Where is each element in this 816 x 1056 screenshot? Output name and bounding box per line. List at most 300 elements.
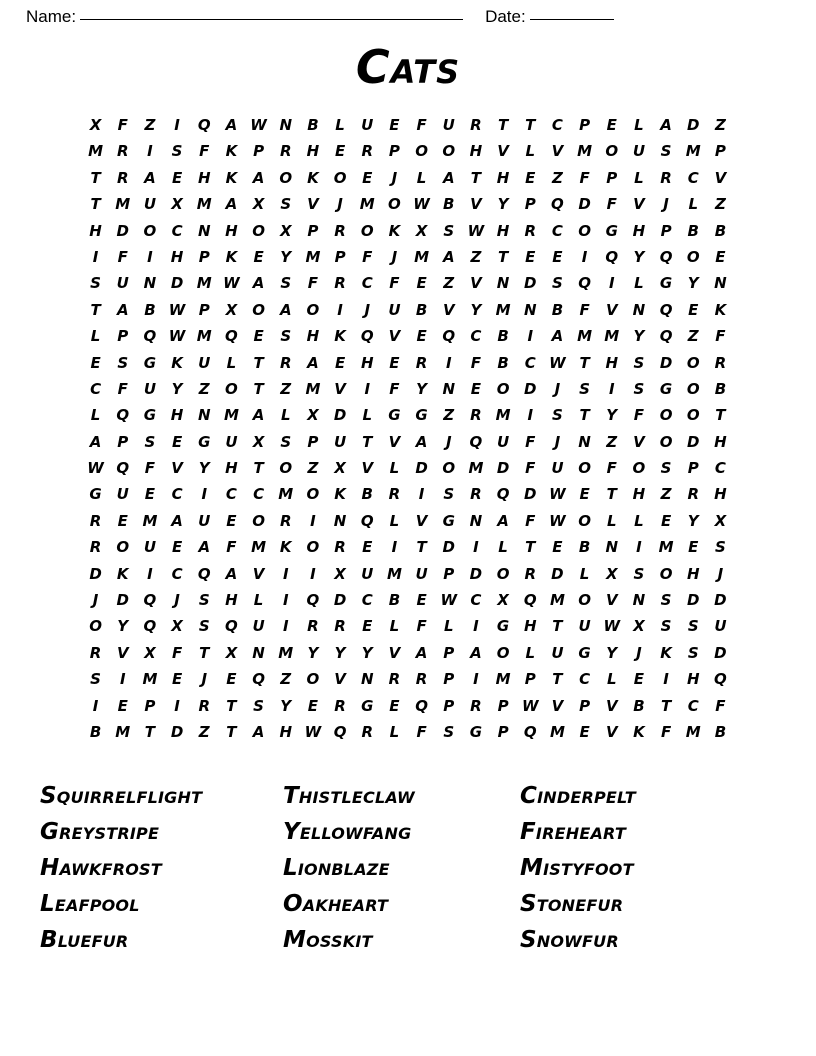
- grid-cell[interactable]: R: [279, 353, 292, 372]
- grid-cell[interactable]: C: [361, 591, 373, 610]
- grid-cell[interactable]: J: [717, 564, 724, 583]
- grid-cell[interactable]: C: [687, 168, 699, 187]
- grid-cell[interactable]: M: [251, 538, 267, 557]
- grid-cell[interactable]: T: [470, 168, 482, 187]
- grid-cell[interactable]: Y: [633, 247, 645, 266]
- grid-cell[interactable]: B: [578, 538, 591, 557]
- grid-cell[interactable]: U: [388, 300, 401, 319]
- grid-cell[interactable]: X: [334, 459, 346, 478]
- grid-cell[interactable]: R: [279, 142, 292, 161]
- grid-cell[interactable]: H: [225, 221, 238, 240]
- grid-cell[interactable]: G: [89, 485, 102, 504]
- grid-cell[interactable]: F: [226, 538, 237, 557]
- grid-cell[interactable]: T: [525, 538, 536, 557]
- grid-cell[interactable]: E: [416, 591, 427, 610]
- word-list-item[interactable]: thistleclaw: [283, 783, 415, 809]
- grid-cell[interactable]: K: [307, 168, 319, 187]
- grid-cell[interactable]: R: [307, 617, 319, 636]
- grid-cell[interactable]: K: [660, 643, 672, 662]
- grid-cell[interactable]: P: [497, 722, 509, 741]
- grid-cell[interactable]: U: [198, 353, 211, 372]
- grid-cell[interactable]: R: [470, 485, 482, 504]
- grid-cell[interactable]: Q: [523, 722, 537, 741]
- grid-cell[interactable]: Q: [225, 327, 238, 346]
- grid-cell[interactable]: I: [147, 247, 153, 266]
- grid-cell[interactable]: M: [223, 406, 239, 425]
- grid-cell[interactable]: U: [225, 432, 238, 451]
- word-list-item[interactable]: Greystripe: [40, 819, 160, 845]
- grid-cell[interactable]: T: [362, 432, 373, 451]
- grid-cell[interactable]: M: [685, 142, 701, 161]
- grid-cell[interactable]: S: [198, 591, 210, 610]
- grid-cell[interactable]: Q: [143, 327, 157, 346]
- grid-cell[interactable]: V: [605, 722, 618, 741]
- grid-cell[interactable]: F: [416, 116, 427, 134]
- grid-cell[interactable]: T: [715, 406, 726, 425]
- grid-cell[interactable]: S: [552, 274, 563, 293]
- grid-cell[interactable]: E: [117, 696, 128, 715]
- grid-cell[interactable]: P: [579, 696, 591, 715]
- grid-cell[interactable]: O: [496, 564, 510, 583]
- grid-cell[interactable]: Q: [333, 722, 347, 741]
- grid-cell[interactable]: I: [174, 696, 180, 715]
- grid-cell[interactable]: H: [496, 221, 510, 240]
- grid-cell[interactable]: O: [659, 564, 673, 583]
- grid-cell[interactable]: X: [171, 617, 183, 636]
- grid-cell[interactable]: P: [334, 247, 346, 266]
- grid-cell[interactable]: N: [714, 274, 727, 293]
- grid-cell[interactable]: F: [525, 432, 536, 451]
- grid-cell[interactable]: T: [552, 670, 563, 689]
- grid-cell[interactable]: O: [252, 300, 265, 319]
- grid-cell[interactable]: V: [252, 564, 265, 583]
- grid-cell[interactable]: N: [578, 432, 591, 451]
- grid-cell[interactable]: J: [364, 300, 371, 319]
- grid-cell[interactable]: F: [606, 459, 617, 478]
- word-list-item[interactable]: Hawkfrost: [40, 855, 162, 881]
- grid-cell[interactable]: T: [525, 116, 536, 134]
- grid-cell[interactable]: L: [634, 168, 644, 187]
- grid-cell[interactable]: L: [498, 538, 508, 557]
- grid-cell[interactable]: P: [198, 247, 210, 266]
- grid-cell[interactable]: O: [659, 406, 673, 425]
- grid-cell[interactable]: M: [142, 511, 158, 530]
- grid-cell[interactable]: M: [495, 300, 511, 319]
- grid-cell[interactable]: T: [226, 696, 237, 715]
- grid-cell[interactable]: Y: [171, 379, 183, 398]
- grid-cell[interactable]: D: [524, 274, 537, 293]
- grid-cell[interactable]: X: [334, 564, 346, 583]
- grid-cell[interactable]: M: [278, 485, 294, 504]
- grid-cell[interactable]: F: [633, 406, 645, 425]
- grid-cell[interactable]: A: [660, 116, 672, 134]
- grid-cell[interactable]: K: [279, 538, 292, 557]
- grid-cell[interactable]: P: [307, 432, 319, 451]
- grid-cell[interactable]: A: [171, 511, 183, 530]
- grid-cell[interactable]: J: [663, 195, 669, 214]
- grid-cell[interactable]: S: [715, 538, 726, 557]
- grid-cell[interactable]: G: [442, 511, 455, 530]
- grid-cell[interactable]: O: [225, 379, 238, 398]
- grid-cell[interactable]: S: [660, 459, 672, 478]
- grid-cell[interactable]: D: [333, 406, 347, 425]
- grid-cell[interactable]: M: [549, 591, 565, 610]
- grid-cell[interactable]: T: [497, 116, 509, 134]
- grid-cell[interactable]: I: [473, 670, 479, 689]
- grid-cell[interactable]: I: [364, 379, 371, 398]
- grid-cell[interactable]: P: [714, 142, 726, 161]
- grid-cell[interactable]: O: [360, 221, 374, 240]
- grid-cell[interactable]: X: [252, 195, 265, 214]
- grid-cell[interactable]: U: [632, 142, 645, 161]
- grid-cell[interactable]: P: [524, 670, 536, 689]
- grid-cell[interactable]: W: [250, 116, 267, 134]
- grid-cell[interactable]: H: [306, 327, 320, 346]
- grid-cell[interactable]: V: [334, 670, 346, 689]
- grid-cell[interactable]: F: [416, 722, 427, 741]
- grid-cell[interactable]: V: [116, 643, 129, 662]
- grid-cell[interactable]: F: [660, 722, 672, 741]
- grid-cell[interactable]: L: [335, 116, 345, 134]
- grid-cell[interactable]: G: [198, 432, 211, 451]
- grid-cell[interactable]: Z: [687, 327, 699, 346]
- grid-cell[interactable]: F: [579, 168, 590, 187]
- grid-cell[interactable]: Z: [714, 195, 726, 214]
- grid-cell[interactable]: P: [253, 142, 265, 161]
- grid-cell[interactable]: F: [470, 353, 482, 372]
- grid-cell[interactable]: F: [525, 511, 536, 530]
- word-list-item[interactable]: Squirrelflight: [40, 783, 203, 809]
- grid-cell[interactable]: O: [496, 379, 510, 398]
- grid-cell[interactable]: I: [527, 406, 534, 425]
- grid-cell[interactable]: L: [389, 511, 400, 530]
- grid-cell[interactable]: X: [497, 591, 509, 610]
- grid-cell[interactable]: X: [225, 643, 238, 662]
- grid-cell[interactable]: F: [715, 696, 726, 715]
- grid-cell[interactable]: M: [495, 406, 511, 425]
- grid-cell[interactable]: T: [660, 696, 672, 715]
- grid-cell[interactable]: C: [579, 670, 591, 689]
- grid-cell[interactable]: P: [497, 696, 509, 715]
- grid-cell[interactable]: A: [116, 300, 129, 319]
- grid-cell[interactable]: I: [608, 274, 615, 293]
- grid-cell[interactable]: U: [143, 379, 156, 398]
- grid-cell[interactable]: B: [497, 353, 509, 372]
- grid-cell[interactable]: M: [495, 670, 511, 689]
- grid-cell[interactable]: P: [443, 643, 455, 662]
- grid-cell[interactable]: A: [442, 168, 455, 187]
- grid-cell[interactable]: L: [280, 406, 291, 425]
- grid-cell[interactable]: Q: [578, 274, 591, 293]
- grid-cell[interactable]: M: [359, 195, 375, 214]
- grid-cell[interactable]: P: [579, 116, 591, 134]
- grid-cell[interactable]: D: [116, 591, 129, 610]
- grid-cell[interactable]: I: [147, 142, 153, 161]
- word-list-item[interactable]: oakheart: [283, 891, 389, 917]
- grid-cell[interactable]: U: [361, 116, 374, 134]
- grid-cell[interactable]: Y: [606, 406, 618, 425]
- grid-cell[interactable]: Q: [360, 327, 374, 346]
- grid-cell[interactable]: T: [253, 459, 264, 478]
- grid-cell[interactable]: D: [687, 116, 700, 134]
- grid-cell[interactable]: D: [524, 485, 537, 504]
- grid-cell[interactable]: Y: [633, 327, 645, 346]
- grid-cell[interactable]: H: [714, 432, 727, 451]
- grid-cell[interactable]: X: [415, 221, 428, 240]
- word-list-item[interactable]: lionblaze: [283, 855, 390, 881]
- grid-cell[interactable]: P: [606, 168, 618, 187]
- grid-cell[interactable]: V: [307, 195, 319, 214]
- grid-cell[interactable]: V: [605, 300, 618, 319]
- grid-cell[interactable]: T: [253, 353, 264, 372]
- grid-cell[interactable]: B: [388, 591, 401, 610]
- grid-cell[interactable]: O: [686, 379, 700, 398]
- grid-cell[interactable]: O: [442, 459, 456, 478]
- grid-cell[interactable]: Y: [497, 195, 509, 214]
- grid-cell[interactable]: R: [470, 116, 482, 134]
- grid-cell[interactable]: W: [440, 591, 458, 610]
- grid-cell[interactable]: M: [577, 142, 593, 161]
- grid-cell[interactable]: V: [633, 195, 645, 214]
- grid-cell[interactable]: N: [469, 511, 483, 530]
- grid-cell[interactable]: S: [280, 432, 292, 451]
- grid-cell[interactable]: P: [687, 459, 699, 478]
- grid-cell[interactable]: J: [92, 591, 99, 610]
- grid-cell[interactable]: J: [174, 591, 180, 610]
- grid-cell[interactable]: X: [252, 432, 265, 451]
- grid-cell[interactable]: W: [168, 300, 186, 319]
- grid-cell[interactable]: C: [551, 221, 563, 240]
- grid-cell[interactable]: K: [714, 300, 727, 319]
- grid-cell[interactable]: O: [252, 511, 265, 530]
- grid-cell[interactable]: S: [687, 617, 699, 636]
- grid-cell[interactable]: N: [143, 274, 157, 293]
- grid-cell[interactable]: V: [497, 142, 509, 161]
- grid-cell[interactable]: M: [305, 247, 321, 266]
- grid-cell[interactable]: O: [496, 643, 510, 662]
- grid-cell[interactable]: U: [551, 643, 564, 662]
- grid-cell[interactable]: I: [119, 670, 126, 689]
- grid-cell[interactable]: Z: [443, 274, 455, 293]
- grid-cell[interactable]: Q: [659, 300, 673, 319]
- grid-cell[interactable]: G: [469, 722, 483, 741]
- grid-cell[interactable]: B: [361, 485, 373, 504]
- grid-cell[interactable]: T: [253, 379, 264, 398]
- grid-cell[interactable]: T: [606, 485, 617, 504]
- grid-cell[interactable]: H: [469, 142, 483, 161]
- grid-cell[interactable]: M: [196, 195, 212, 214]
- grid-cell[interactable]: T: [90, 168, 101, 187]
- grid-cell[interactable]: T: [90, 195, 101, 214]
- grid-cell[interactable]: G: [143, 406, 157, 425]
- date-write-line[interactable]: [530, 18, 614, 20]
- word-list-item[interactable]: Leafpool: [40, 891, 140, 917]
- grid-cell[interactable]: O: [415, 142, 428, 161]
- grid-cell[interactable]: A: [252, 722, 265, 741]
- grid-cell[interactable]: R: [470, 696, 482, 715]
- grid-cell[interactable]: M: [278, 643, 294, 662]
- grid-cell[interactable]: I: [445, 353, 452, 372]
- grid-cell[interactable]: D: [442, 538, 455, 557]
- grid-cell[interactable]: R: [334, 617, 346, 636]
- grid-cell[interactable]: D: [469, 564, 483, 583]
- grid-cell[interactable]: R: [334, 274, 346, 293]
- grid-cell[interactable]: Q: [252, 670, 265, 689]
- grid-cell[interactable]: M: [305, 379, 321, 398]
- grid-cell[interactable]: W: [413, 195, 430, 214]
- grid-cell[interactable]: T: [199, 643, 210, 662]
- grid-cell[interactable]: U: [415, 564, 428, 583]
- grid-cell[interactable]: S: [660, 142, 672, 161]
- grid-cell[interactable]: C: [470, 327, 482, 346]
- grid-cell[interactable]: Z: [280, 670, 292, 689]
- grid-cell[interactable]: R: [334, 221, 346, 240]
- grid-cell[interactable]: V: [633, 432, 645, 451]
- grid-cell[interactable]: R: [470, 406, 482, 425]
- grid-cell[interactable]: S: [687, 643, 699, 662]
- grid-cell[interactable]: X: [633, 617, 645, 636]
- grid-cell[interactable]: U: [578, 617, 591, 636]
- grid-cell[interactable]: D: [333, 591, 347, 610]
- grid-cell[interactable]: O: [252, 221, 265, 240]
- grid-cell[interactable]: A: [225, 116, 238, 134]
- grid-cell[interactable]: H: [170, 247, 184, 266]
- grid-cell[interactable]: J: [554, 432, 561, 451]
- grid-cell[interactable]: H: [632, 485, 646, 504]
- grid-cell[interactable]: I: [337, 300, 343, 319]
- grid-cell[interactable]: O: [306, 538, 320, 557]
- grid-cell[interactable]: Z: [443, 406, 455, 425]
- grid-cell[interactable]: I: [527, 327, 534, 346]
- grid-cell[interactable]: E: [416, 274, 427, 293]
- grid-cell[interactable]: O: [89, 617, 102, 636]
- grid-cell[interactable]: F: [715, 327, 726, 346]
- grid-cell[interactable]: P: [117, 327, 129, 346]
- grid-cell[interactable]: E: [579, 722, 590, 741]
- grid-cell[interactable]: E: [525, 247, 536, 266]
- grid-cell[interactable]: C: [470, 591, 482, 610]
- grid-cell[interactable]: R: [415, 353, 428, 372]
- grid-cell[interactable]: O: [632, 459, 646, 478]
- grid-cell[interactable]: S: [253, 696, 264, 715]
- grid-cell[interactable]: Y: [307, 643, 319, 662]
- grid-cell[interactable]: M: [468, 459, 484, 478]
- grid-cell[interactable]: L: [90, 327, 101, 346]
- grid-cell[interactable]: S: [660, 591, 672, 610]
- grid-cell[interactable]: R: [198, 696, 211, 715]
- grid-cell[interactable]: H: [306, 142, 320, 161]
- grid-cell[interactable]: O: [442, 142, 456, 161]
- word-list-item[interactable]: yellowfang: [283, 819, 412, 845]
- word-list-item[interactable]: mistyfoot: [520, 855, 634, 881]
- grid-cell[interactable]: A: [225, 195, 238, 214]
- grid-cell[interactable]: P: [443, 670, 455, 689]
- grid-cell[interactable]: V: [470, 195, 482, 214]
- grid-cell[interactable]: S: [633, 379, 645, 398]
- grid-cell[interactable]: D: [170, 722, 184, 741]
- grid-cell[interactable]: N: [605, 538, 619, 557]
- grid-cell[interactable]: N: [496, 274, 510, 293]
- grid-cell[interactable]: U: [496, 432, 510, 451]
- grid-cell[interactable]: A: [415, 643, 428, 662]
- grid-cell[interactable]: V: [605, 591, 618, 610]
- grid-cell[interactable]: E: [362, 538, 373, 557]
- grid-cell[interactable]: C: [361, 274, 373, 293]
- grid-cell[interactable]: A: [252, 168, 265, 187]
- grid-cell[interactable]: E: [688, 538, 699, 557]
- grid-cell[interactable]: R: [334, 538, 346, 557]
- grid-cell[interactable]: F: [307, 274, 319, 293]
- grid-cell[interactable]: F: [389, 379, 400, 398]
- grid-cell[interactable]: Q: [197, 116, 211, 134]
- grid-cell[interactable]: Q: [605, 247, 619, 266]
- grid-cell[interactable]: G: [659, 379, 673, 398]
- grid-cell[interactable]: F: [416, 617, 427, 636]
- grid-cell[interactable]: Q: [306, 591, 320, 610]
- word-list-item[interactable]: stonefur: [520, 891, 624, 917]
- grid-cell[interactable]: H: [89, 221, 102, 240]
- grid-cell[interactable]: A: [551, 327, 564, 346]
- grid-cell[interactable]: N: [333, 511, 347, 530]
- grid-cell[interactable]: T: [416, 538, 427, 557]
- grid-cell[interactable]: G: [415, 406, 428, 425]
- grid-cell[interactable]: X: [307, 406, 319, 425]
- grid-cell[interactable]: Z: [144, 116, 156, 134]
- grid-cell[interactable]: C: [551, 116, 563, 134]
- grid-cell[interactable]: O: [686, 353, 700, 372]
- grid-cell[interactable]: A: [89, 432, 102, 451]
- grid-cell[interactable]: J: [337, 195, 343, 214]
- grid-cell[interactable]: F: [171, 643, 183, 662]
- grid-cell[interactable]: I: [663, 670, 669, 689]
- grid-cell[interactable]: N: [360, 670, 374, 689]
- grid-cell[interactable]: G: [496, 617, 510, 636]
- grid-cell[interactable]: A: [497, 511, 509, 530]
- grid-cell[interactable]: H: [714, 485, 727, 504]
- grid-cell[interactable]: H: [496, 168, 510, 187]
- grid-cell[interactable]: N: [252, 643, 265, 662]
- grid-cell[interactable]: A: [252, 406, 265, 425]
- grid-cell[interactable]: N: [279, 116, 293, 134]
- grid-cell[interactable]: T: [579, 353, 590, 372]
- grid-cell[interactable]: W: [223, 274, 240, 293]
- grid-cell[interactable]: K: [225, 168, 238, 187]
- grid-cell[interactable]: E: [552, 538, 563, 557]
- grid-cell[interactable]: S: [579, 379, 590, 398]
- grid-cell[interactable]: V: [171, 459, 183, 478]
- grid-cell[interactable]: L: [634, 116, 644, 134]
- grid-cell[interactable]: H: [197, 168, 211, 187]
- grid-cell[interactable]: D: [89, 564, 102, 583]
- grid-cell[interactable]: H: [225, 459, 238, 478]
- grid-cell[interactable]: E: [362, 617, 373, 636]
- grid-cell[interactable]: X: [144, 643, 156, 662]
- grid-cell[interactable]: L: [226, 353, 237, 372]
- grid-cell[interactable]: V: [551, 142, 564, 161]
- grid-cell[interactable]: O: [388, 195, 401, 214]
- grid-cell[interactable]: O: [578, 221, 591, 240]
- grid-cell[interactable]: P: [660, 221, 672, 240]
- grid-cell[interactable]: L: [253, 591, 264, 610]
- grid-cell[interactable]: V: [605, 696, 618, 715]
- grid-cell[interactable]: N: [197, 221, 211, 240]
- grid-cell[interactable]: G: [143, 353, 157, 372]
- grid-cell[interactable]: S: [171, 142, 183, 161]
- grid-cell[interactable]: M: [196, 274, 212, 293]
- grid-cell[interactable]: S: [198, 617, 210, 636]
- grid-cell[interactable]: K: [334, 485, 346, 504]
- grid-cell[interactable]: Q: [116, 459, 130, 478]
